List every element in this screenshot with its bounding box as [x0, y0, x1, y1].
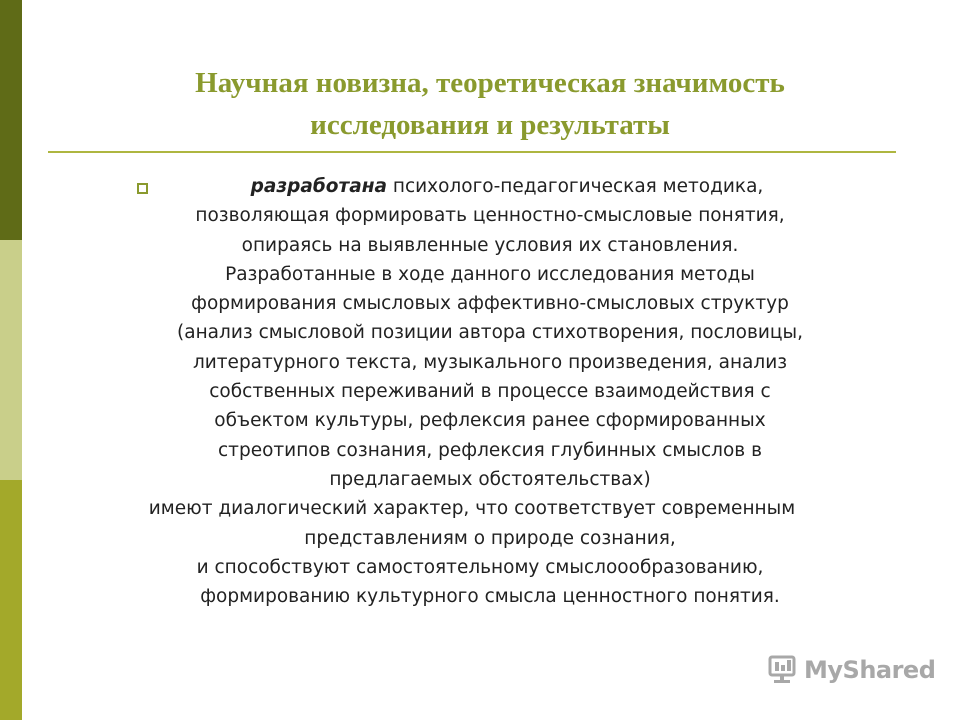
body-line: позволяющая формировать ценностно-смысловые понятия,: [195, 205, 785, 227]
body-line: стреотипов сознания, рефлексия глубинных смыслов в: [218, 439, 762, 461]
body-line-1: [60, 172, 920, 201]
side-bar-top: [0, 0, 22, 240]
side-bar-middle: [0, 240, 22, 480]
body-line: собственных переживаний в процессе взаимодействия с: [209, 381, 771, 403]
body-line: формированию культурного смысла ценностного понятия.: [200, 586, 780, 608]
bullet-first-line: психолого-педагогическая методика,: [386, 176, 764, 197]
body-line: имеют диалогический характер, что соответствует современным: [148, 498, 796, 520]
body-line: (анализ смысловой позиции автора стихотворения, пословицы,: [177, 322, 803, 344]
side-bar-bottom: [0, 480, 22, 720]
slide-title-line-2: исследования и результаты: [310, 109, 670, 141]
myshared-watermark: [766, 655, 935, 685]
body-line: представлениям о природе сознания,: [304, 527, 676, 549]
body-line: и способствуют самостоятельному смыслоообразованию,: [196, 556, 764, 578]
slide-body: [60, 172, 920, 611]
slide-title-line-1: Научная новизна, теоретическая значимость: [195, 67, 785, 99]
slide-title: [60, 62, 920, 146]
body-line: опираясь на выявленные условия их становления.: [241, 234, 739, 256]
body-line: предлагаемых обстоятельствах): [329, 468, 651, 490]
myshared-logo-icon: [766, 655, 800, 685]
body-line: объектом культуры, рефлексия ранее сформированных: [214, 410, 766, 432]
body-line: формирования смысловых аффективно-смысловых структур: [191, 293, 789, 315]
title-divider: [48, 151, 896, 153]
watermark-text: MyShared: [804, 656, 936, 684]
bullet-emphasis: разработана: [250, 176, 387, 197]
body-line: Разработанные в ходе данного исследования методы: [225, 263, 755, 285]
body-line: литературного текста, музыкального произведения, анализ: [192, 351, 788, 373]
